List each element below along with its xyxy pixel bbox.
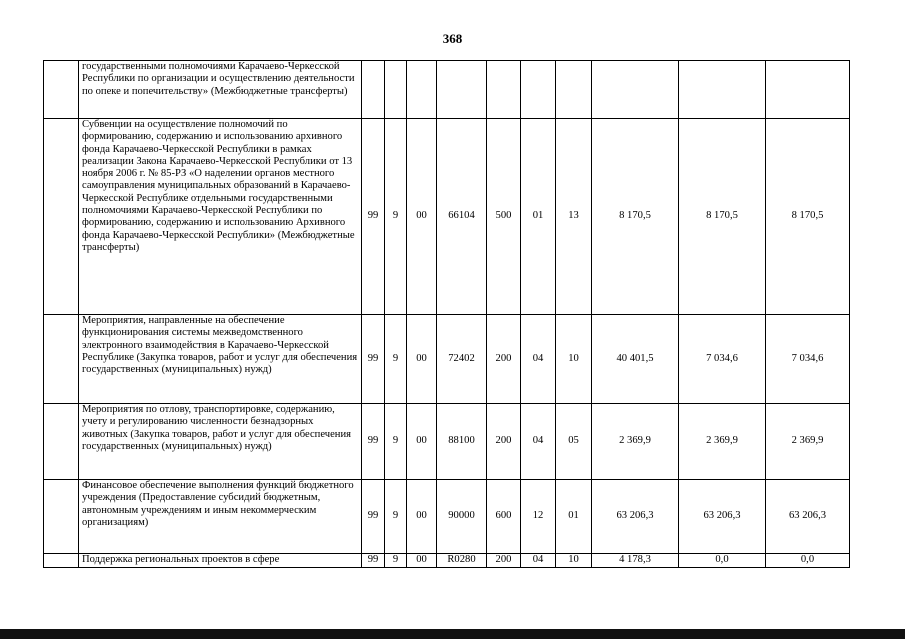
code-cell: 99 <box>362 119 385 315</box>
amount-cell <box>766 61 850 119</box>
description-cell: Мероприятия, направленные на обеспечение функционирования системы межведомственного электронного взаимодействия в Карачаево-Черкесской Республике (Закупка товаров, работ и услуг для обеспечения государственных (муниципальных) нужд) <box>79 315 362 404</box>
code-cell: 00 <box>407 404 437 480</box>
code-cell: 10 <box>556 315 592 404</box>
code-cell <box>407 61 437 119</box>
code-cell: 9 <box>385 404 407 480</box>
code-cell: 01 <box>556 480 592 554</box>
scan-bottom-edge <box>0 629 905 639</box>
code-cell: 90000 <box>437 480 487 554</box>
table-row <box>44 554 850 568</box>
code-cell: 13 <box>556 119 592 315</box>
code-cell: 9 <box>385 315 407 404</box>
code-cell <box>556 61 592 119</box>
row-number-cell <box>44 119 79 315</box>
code-cell: 04 <box>521 554 556 568</box>
code-cell: 9 <box>385 554 407 568</box>
code-cell: 00 <box>407 480 437 554</box>
code-cell: 99 <box>362 480 385 554</box>
amount-cell: 63 206,3 <box>679 480 766 554</box>
code-cell <box>437 61 487 119</box>
code-cell: 500 <box>487 119 521 315</box>
code-cell: 00 <box>407 554 437 568</box>
code-cell <box>487 61 521 119</box>
description-cell: Субвенции на осуществление полномочий по формированию, содержанию и использованию архивного фонда Карачаево-Черкесской Республики в рамках реализации Закона Карачаево-Черкесской Республики от 13 ноября 2006 г. № 85-РЗ «О наделении органов местного самоуправления муниципальных образований в Карачаево-Черкесской Республике отдельными государственными полномочиями Карачаево-Черкесской Республики по формированию, содержанию и использованию Архивного фонда Карачаево-Черкесской Республики» (Межбюджетные трансферты) <box>79 119 362 315</box>
code-cell <box>362 61 385 119</box>
amount-cell: 8 170,5 <box>592 119 679 315</box>
amount-cell: 63 206,3 <box>592 480 679 554</box>
code-cell: 600 <box>487 480 521 554</box>
budget-table <box>43 60 850 568</box>
amount-cell: 2 369,9 <box>679 404 766 480</box>
code-cell <box>521 61 556 119</box>
amount-cell: 7 034,6 <box>679 315 766 404</box>
code-cell: 99 <box>362 554 385 568</box>
code-cell: 66104 <box>437 119 487 315</box>
code-cell: 99 <box>362 315 385 404</box>
amount-cell: 8 170,5 <box>766 119 850 315</box>
amount-cell <box>592 61 679 119</box>
amount-cell: 0,0 <box>766 554 850 568</box>
code-cell: 200 <box>487 315 521 404</box>
code-cell: R0280 <box>437 554 487 568</box>
description-cell: Мероприятия по отлову, транспортировке, содержанию, учету и регулированию численности безнадзорных животных (Закупка товаров, работ и услуг для обеспечения государственных (муниципальных) нужд) <box>79 404 362 480</box>
code-cell: 200 <box>487 404 521 480</box>
code-cell: 9 <box>385 480 407 554</box>
code-cell: 12 <box>521 480 556 554</box>
page-number: 368 <box>442 31 463 46</box>
amount-cell: 2 369,9 <box>592 404 679 480</box>
row-number-cell <box>44 480 79 554</box>
code-cell: 9 <box>385 119 407 315</box>
amount-cell <box>679 61 766 119</box>
code-cell: 99 <box>362 404 385 480</box>
table-row <box>44 61 850 119</box>
row-number-cell <box>44 404 79 480</box>
amount-cell: 0,0 <box>679 554 766 568</box>
code-cell: 88100 <box>437 404 487 480</box>
amount-cell: 4 178,3 <box>592 554 679 568</box>
code-cell: 04 <box>521 315 556 404</box>
row-number-cell <box>44 315 79 404</box>
description-cell: Поддержка региональных проектов в сфере <box>79 554 362 568</box>
code-cell: 10 <box>556 554 592 568</box>
description-cell: государственными полномочиями Карачаево-Черкесской Республики по организации и осуществлению деятельности по опеке и попечительству» (Межбюджетные трансферты) <box>79 61 362 119</box>
row-number-cell <box>44 554 79 568</box>
amount-cell: 40 401,5 <box>592 315 679 404</box>
code-cell: 200 <box>487 554 521 568</box>
code-cell <box>385 61 407 119</box>
table-row <box>44 119 850 315</box>
code-cell: 01 <box>521 119 556 315</box>
amount-cell: 63 206,3 <box>766 480 850 554</box>
table-row <box>44 480 850 554</box>
code-cell: 00 <box>407 119 437 315</box>
table-row <box>44 404 850 480</box>
code-cell: 00 <box>407 315 437 404</box>
code-cell: 72402 <box>437 315 487 404</box>
description-cell: Финансовое обеспечение выполнения функций бюджетного учреждения (Предоставление субсидий бюджетным, автономным учреждениям и иным некоммерческим организациям) <box>79 480 362 554</box>
code-cell: 05 <box>556 404 592 480</box>
amount-cell: 7 034,6 <box>766 315 850 404</box>
table-row <box>44 315 850 404</box>
code-cell: 04 <box>521 404 556 480</box>
amount-cell: 2 369,9 <box>766 404 850 480</box>
amount-cell: 8 170,5 <box>679 119 766 315</box>
row-number-cell <box>44 61 79 119</box>
